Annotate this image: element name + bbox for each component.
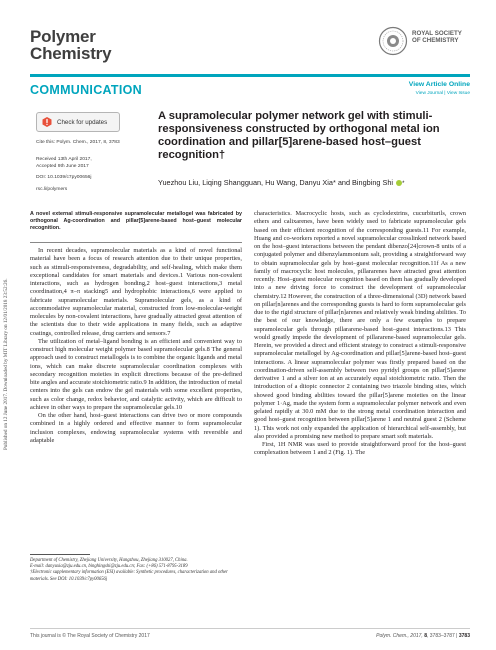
body-paragraph: On the other hand, host–guest interactions can drive two or more compounds combined in a highly ordered and effective manner to form supramolecular inclusion complexes, endowing supramolecular systems with reversible and adaptable	[30, 412, 242, 444]
doi[interactable]: DOI: 10.1039/c7py00656j	[36, 175, 92, 180]
footnote	[30, 558, 242, 583]
accepted-date: Accepted 9th June 2017	[36, 163, 89, 169]
abstract-divider	[30, 242, 242, 243]
citation: Cite this: Polym. Chem., 2017, 8, 3783	[36, 140, 120, 145]
check-updates-icon	[41, 116, 53, 128]
affiliation: Department of Chemistry, Zhejiang University, Hangzhou, Zhejiang 310027, China.	[30, 558, 188, 563]
contact-email[interactable]: E-mail: danyuxia@zju.edu.cn, binghingshi@zju.edu.cn; Fax: (+86) 571-8795-3189	[30, 564, 188, 570]
page-number: 3783	[458, 633, 470, 639]
view-article-online-link[interactable]: View Article Online	[408, 81, 470, 88]
side-note-text: Published on 12 June 2017. Downloaded by MIT Library on 12/01/2018 23:52:26.	[3, 278, 9, 450]
section-header-bar	[30, 74, 470, 102]
copyright-notice: This journal is © The Royal Society of Chemistry 2017	[30, 633, 150, 639]
body-paragraph: First, 1H NMR was used to provide straightforward proof for the host–guest complexation between 1 and 2 (Fig. 1). The	[254, 441, 466, 457]
page-citation: Polym. Chem., 2017, 8, 3783–3787 | 3783	[376, 633, 470, 639]
journal-title-line1: Polymer	[30, 27, 96, 46]
footnote-divider	[30, 554, 90, 555]
rsc-wordmark: ROYAL SOCIETY OF CHEMISTRY	[412, 30, 462, 45]
article-title: A supramolecular polymer network gel with stimuli-responsiveness constructed by orthogonal metal ion coordination and pillar[5]arene-based host–guest recognition†	[158, 110, 440, 161]
journal-title[interactable]	[30, 28, 111, 62]
abstract: A novel external stimuli-responsive supramolecular metallogel was fabricated by orthogonal Ag-coordination and pillar[5]arene-based host–guest molecular recognition.	[30, 211, 242, 232]
section-label: COMMUNICATION	[30, 83, 142, 97]
authors-text: Yuezhou Liu, Liqing Shangguan, Hu Wang, Danyu Xia* and Bingbing Shi	[158, 178, 394, 187]
rsc-logo	[378, 24, 468, 60]
journal-title-line2: Chemistry	[30, 44, 112, 63]
body-column-left	[30, 247, 242, 445]
check-for-updates-button[interactable]	[36, 112, 120, 132]
esi-note: †Electronic supplementary information (ESI) available: Synthetic procedures, characterization and other materials. See DOI: 10.1039/c7py00656j	[30, 570, 228, 582]
received-date: Received 13th April 2017,	[36, 157, 92, 162]
view-journal-issue-links[interactable]: View Journal | View Issue	[415, 91, 470, 96]
check-updates-label: Check for updates	[57, 118, 108, 126]
download-side-note	[3, 200, 13, 450]
journal-short-link[interactable]: rsc.li/polymers	[36, 187, 68, 192]
body-paragraph: characteristics. Macrocyclic hosts, such as cyclodextrins, cucurbiturils, crown ethers and calixarenes, have been widely used to fabricate supramolecular gels based on their efficient recognition of the corresponding guests.11 For example, Huang and co-workers reported a novel supramolecular crosslinked network based on the host–guest interactions between the pendant dibenzo[24]crown-8 units of a conjugated polymer and dibenzylammonium salt, providing a straightforward way to obtain supramolecular gels by host–guest molecular recognition.11f As a new family of macrocyclic host molecules, pillararenes have attracted great attention recently. Host–guest molecular recognition based on them has gradually developed into a new driving force to construct the development of supramolecular chemistry.12 However, the construction of a three-dimensional (3D) network based on pillar[n]arenes and the corresponding guests is hard to form supramolecular gels due to the rigid structure of pillar[n]arenes and relatively weak binding abilities. To the best of our knowledge, there are only a few examples to prepare supramolecular gels through pillararene-based host–guest interactions.13 This would greatly impede the development of pillararene-based supramolecular gels. Herein, we provided a direct and efficient strategy to construct a stimuli-responsive supramolecular metallogel by Ag-coordination and pillar[5]arene-based host–guest interactions. A linear supramolecular polymer was firstly prepared based on the coordination-driven self-assembly between two pyridyl groups on pillar[5]arene derivative 1 and a silver ion at an accurately equal stoichiometric ratio. Then the introduction of a ditopic connector 2 containing two triazole binding sites, which showed good binding abilities toward the pillar[5]arene moieties on the linear polymer 1·Ag, made the system form a supramolecular polymer network and even gelated rapidly at 30.0 mM due to the strong metal coordination interaction and good host–guest recognition between pillar[5]arene 1 and neutral guest 2 (Scheme 1). This work not only expanded the application of hierarchical self-assembly, but also provided a promising new method to prepare smart soft materials.	[254, 210, 466, 440]
body-paragraph: In recent decades, supramolecular materials as a kind of novel functional material have been a focus of research attention due to their unique properties, such as stimuli-responsiveness, degradability, and self-healing, which make them exceptional candidates for smart materials and devices.1 Various non-covalent interactions, such as hydrogen bonding,2 host–guest interactions,3 metal coordination,4 π–π stacking5 and hydrophobic interactions,6 were applied to fabricate supramolecular materials. Supramolecular gels, as a kind of accommodative supramolecular material, constructed from low-molecular-weight molecules by non-covalent interactions, have gradually attracted great attention of the scientists due to their wide applications in many fields, such as adaptive coatings, controlled release, drug carriers and sensors.7	[30, 247, 242, 337]
rsc-seal-icon	[378, 26, 408, 56]
body-column-right	[254, 210, 466, 458]
body-paragraph: The utilization of metal–ligand bonding is an efficient and convenient way to construct high molecular weight polymer based supramolecular gels.8 The general approach used to construct metallogels is to combine the organic ligands and metal ions, which can make discrete supramolecular coordination complexes with secondary recognition moieties in explicit directions because of the pre-defined bite angles and accurate stoichiometric ratio.9 In addition, the introduction of metal centers into the gels can endow the gel materials with some excellent properties, such as color change, redox behavior, and catalytic activity, which are difficult to achieve in other ways to prepare the supramolecular gels.10	[30, 337, 242, 411]
page-footer	[30, 628, 470, 638]
author-list: Yuezhou Liu, Liqing Shangguan, Hu Wang, Danyu Xia* and Bingbing Shi *	[158, 178, 405, 187]
